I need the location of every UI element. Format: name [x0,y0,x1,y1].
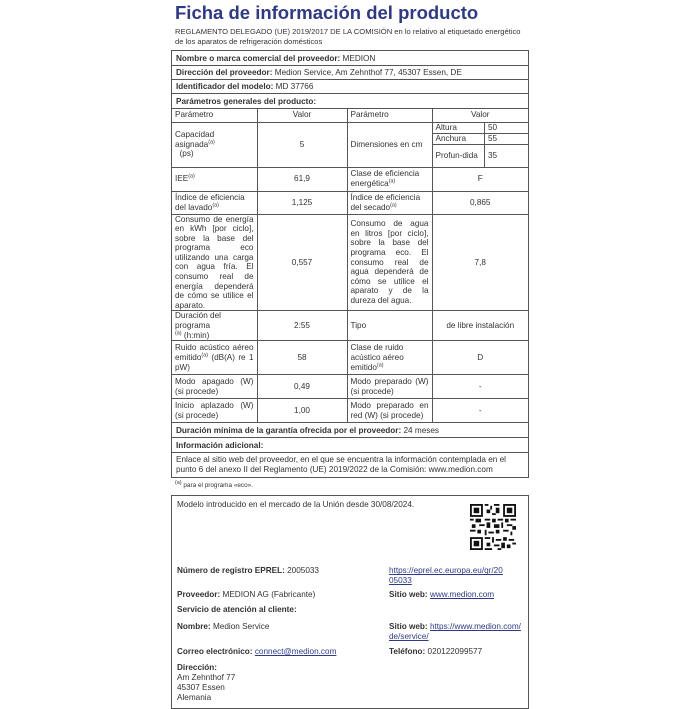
dims-width-value: 55 [485,134,529,145]
eprel-reg-number-row: Número de registro EPREL: 2005033 [177,566,319,576]
networked-value: - [432,399,528,423]
eprel-supplier: MEDION AG (Fabricante) [222,590,316,600]
wash-index-value: 1,125 [257,191,347,214]
energy-cons-value: 0,557 [257,214,347,311]
address-line: Am Zehnthof 77 [177,673,236,683]
supplier-address-row: Dirección del proveedor: Medion Service, Am Zehnthof 77, 45307 Essen, DE [172,66,528,80]
qr-code-icon [470,504,516,550]
page-title: Ficha de información del producto [175,2,479,23]
iee-value: 61,9 [257,167,347,191]
product-info-table [171,50,529,478]
dry-index-value: 0,865 [432,191,528,214]
email-link[interactable]: connect@medion.com [254,647,337,657]
phone-row: Teléfono: 020122099577 [389,647,483,657]
header-value: Valor [432,109,528,122]
params-row [172,214,528,311]
water-cons-value: 7,8 [432,214,528,311]
product-fiche [171,0,529,703]
supplier-name: MEDION [342,53,376,63]
energy-class-label: Clase de eficiencia energética$^{(a)}$ [347,167,432,191]
customer-service-label: Servicio de atención al cliente: [177,605,297,615]
energy-cons-label: Consumo de energía en kWh [por ciclo], sobre la base del programa eco utilizando una carga con agua fría. El consumo real de energía dependerá de cómo se utilice el aparato. [172,214,257,311]
noise-label: Ruido acústico aéreo emitido$^{(a)}$ (dB(A) re 1 pW) [172,341,257,375]
warranty-value: 24 meses [403,425,439,435]
dims-depth-label: Profun-dida [433,145,485,167]
eprel-reg-number: 2005033 [287,566,319,576]
dry-index-label: Índice de eficiencia del secado$^{(a)}$ [347,191,432,214]
service-web-row: Sitio web: https://www.medion.com/ de/service/ [389,622,521,642]
params-row [172,167,528,191]
networked-label: Modo preparado en red (W) (si procede) [347,399,432,423]
eprel-url-link[interactable]: https://eprel.ec.europa.eu/qr/20 05033 [389,566,503,586]
eprel-supplier-row: Proveedor: MEDION AG (Fabricante) [177,590,316,600]
standby-value: - [432,375,528,399]
dims-depth-value: 35 [488,150,498,160]
noise-class-value: D [432,341,528,375]
params-header-row [172,109,528,122]
params-row [172,122,528,167]
header-value: Valor [257,109,347,122]
duration-value: 2:55 [257,311,347,341]
additional-info-text-row [172,453,528,477]
dims-height-value: 50 [485,123,529,134]
off-mode-value: 0,49 [257,375,347,399]
warranty-row: Duración mínima de la garantía ofrecida por el proveedor: 24 meses [172,423,528,438]
eprel-box [171,495,529,709]
wash-index-label: Índice de eficiencia del lavado$^{(a)}$ [172,191,257,214]
dims-height-label: Altura [433,123,485,134]
eprel-website-link[interactable]: www.medion.com [429,590,495,600]
off-mode-label: Modo apagado (W) (si procede) [172,375,257,399]
dims-label: Dimensiones en cm [347,122,432,167]
market-date-text: Modelo introducido en el mercado de la Unión desde 30/08/2024. [177,500,415,510]
capacity-label: Capacidad asignada$^{(a)}$ (ps) [172,122,257,167]
email-row: Correo electrónico: connect@medion.com [177,647,337,657]
params-row [172,399,528,423]
additional-info-row: Información adicional: [172,438,528,453]
phone-number: 020122099577 [427,647,483,657]
noise-value: 58 [257,341,347,375]
header-param: Parámetro [172,109,257,122]
model-id: MD 37766 [275,82,314,91]
model-id-row: Identificador del modelo: MD 37766 [172,80,528,94]
params-row [172,375,528,399]
capacity-value: 5 [257,122,347,167]
supplier-address: Medion Service, Am Zehnthof 77, 45307 Essen, DE [274,68,462,77]
regulation-text: REGLAMENTO DELEGADO (UE) 2019/2017 DE LA COMISIÓN en lo relativo al etiquetado energético de los aparatos de refrigeración domésticos [175,27,521,46]
address-line: Alemania [177,693,212,703]
iee-label: IEE$^{(a)}$ [172,167,257,191]
water-cons-label: Consumo de agua en litros [por ciclo], sobre la base del programa eco. El consumo real de agua dependerá de cómo se utilice el aparato y de la dureza del agua. [347,214,432,311]
duration-label: Duración del programa $^{(a)}$ (h:min) [172,311,257,341]
service-name: Medion Service [212,622,270,632]
supplier-name-row: Nombre o marca comercial del proveedor: MEDION [172,51,528,66]
general-params-row: Parámetros generales del producto: [172,94,528,109]
dims-cell [432,122,528,167]
address-block: Dirección: Am Zehnthof 77 45307 Essen Alemania [177,663,236,703]
header-param: Parámetro [347,109,432,122]
service-web-link[interactable]: https://www.medion.com/ de/service/ [389,622,521,642]
standby-label: Modo preparado (W) (si procede) [347,375,432,399]
delay-start-value: 1,00 [257,399,347,423]
params-grid [172,109,528,423]
params-row [172,191,528,214]
energy-class-value: F [432,167,528,191]
eprel-website-row: Sitio web: www.medion.com [389,590,495,600]
address-line: 45307 Essen [177,683,225,693]
params-row [172,341,528,375]
additional-info-text: Enlace al sitio web del proveedor, en el que se encuentra la información contemplada en el punto 6 del anexo II del Reglamento (UE) 2019/2022 de la Comisión: www.medion.com [176,455,506,475]
dims-table [433,123,529,167]
type-label: Tipo [347,311,432,341]
service-name-row: Nombre: Medion Service [177,622,270,632]
dims-width-label: Anchura [433,134,485,145]
type-value: de libre instalación [432,311,528,341]
footnote: $^{(a)}$ para el programa «eco». [175,480,254,490]
params-row [172,311,528,341]
delay-start-label: Inicio aplazado (W) (si procede) [172,399,257,423]
noise-class-label: Clase de ruido acústico aéreo emitido$^{(a)}$ [347,341,432,375]
